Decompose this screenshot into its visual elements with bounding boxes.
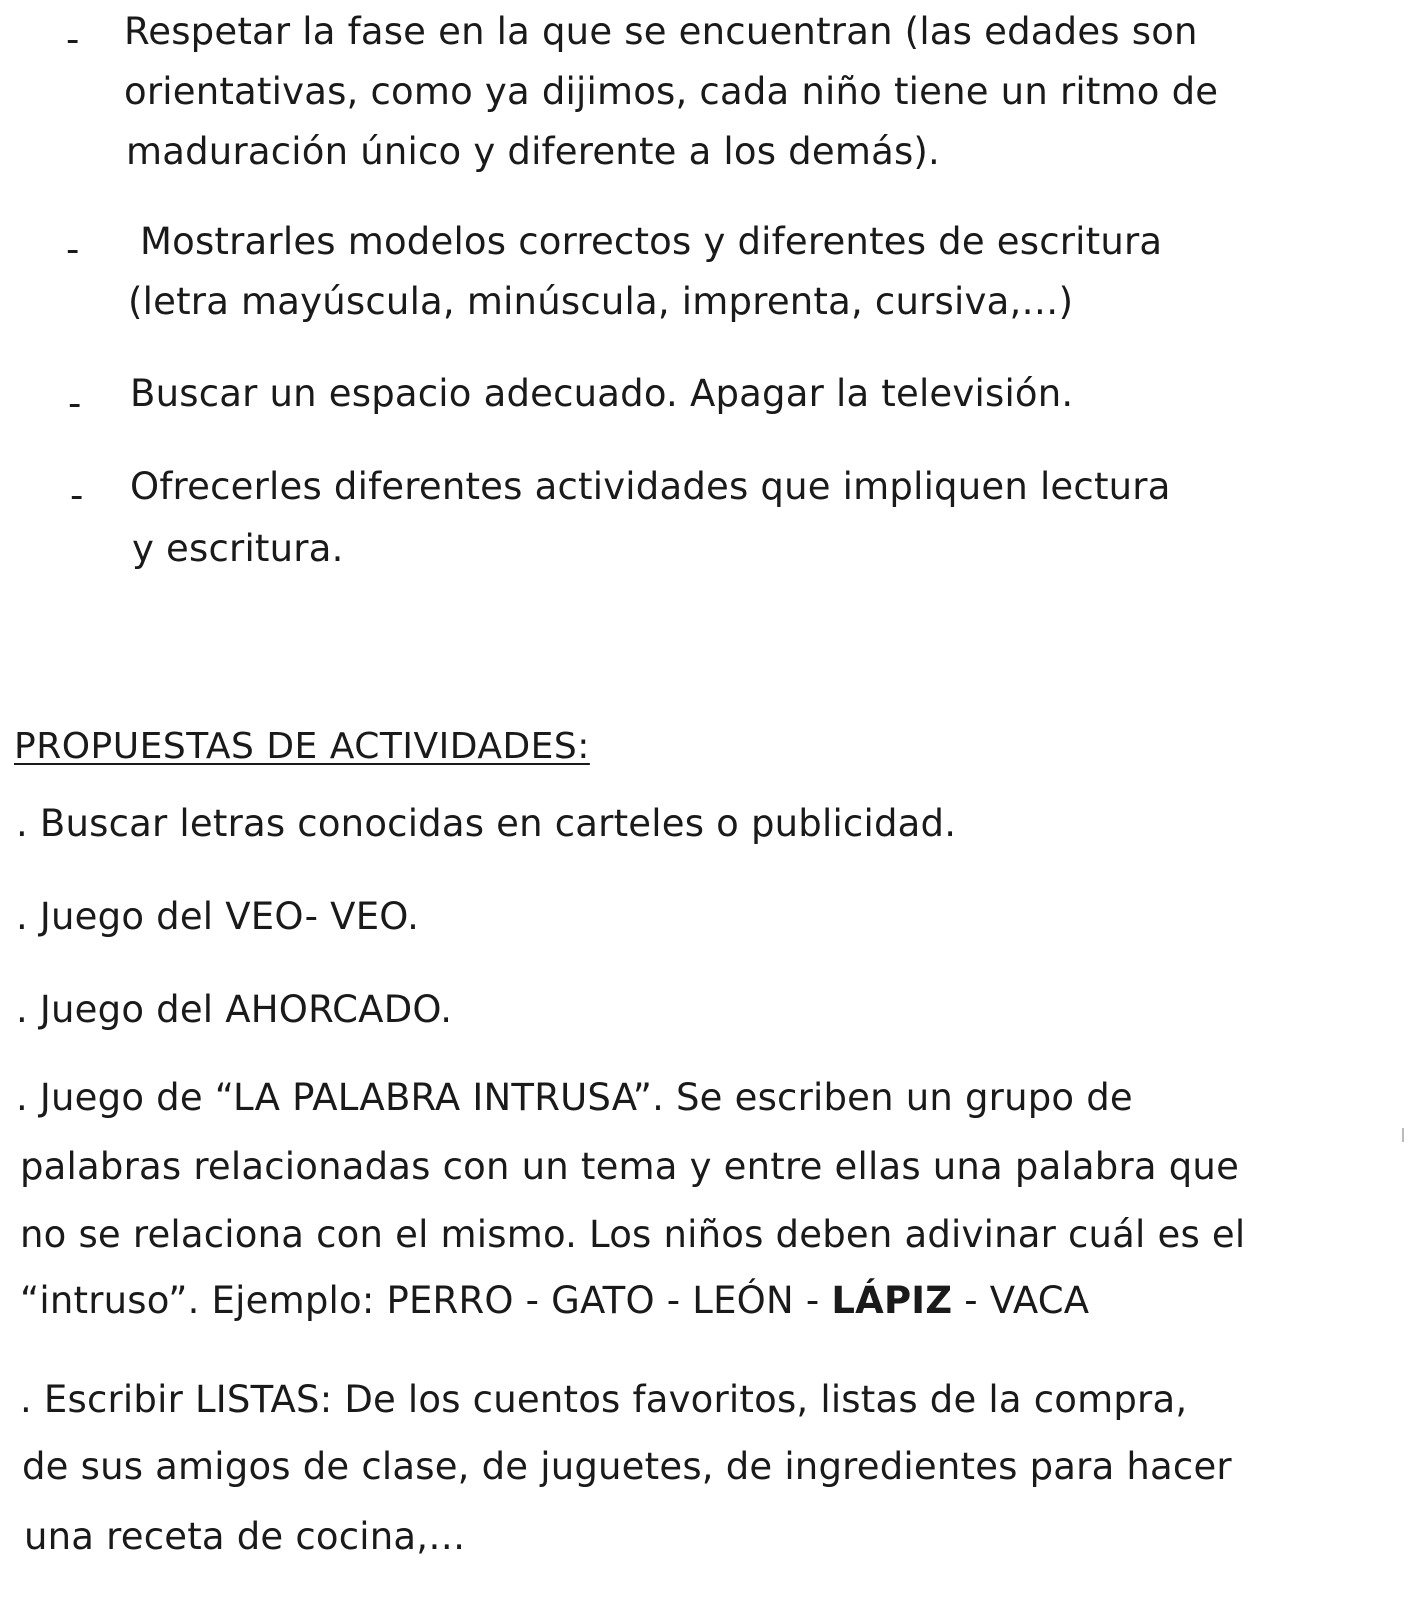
bullet-2-line-2: (letra mayúscula, minúscula, imprenta, cursiva,…) [128, 280, 1074, 323]
activity-listas-line-1: . Escribir LISTAS: De los cuentos favoritos, listas de la compra, [20, 1378, 1188, 1421]
activity-letters: . Buscar letras conocidas en carteles o publicidad. [16, 802, 957, 845]
activity-intrusa-line-1: . Juego de “LA PALABRA INTRUSA”. Se escriben un grupo de [16, 1076, 1133, 1119]
bullet-2-line-1: Mostrarles modelos correctos y diferentes de escritura [140, 220, 1163, 263]
bullet-dash: - [70, 474, 84, 517]
bullet-dash: - [68, 382, 82, 425]
activity-listas-line-2: de sus amigos de clase, de juguetes, de ingredientes para hacer [22, 1445, 1232, 1488]
example-tail: - VACA [952, 1279, 1090, 1322]
bullet-4-line-2: y escritura. [132, 527, 344, 570]
activity-ahorcado: . Juego del AHORCADO. [16, 988, 453, 1031]
activity-listas-line-3: una receta de cocina,… [24, 1515, 466, 1558]
bullet-dash: - [66, 228, 80, 271]
activity-intrusa-line-2: palabras relacionadas con un tema y entre ellas una palabra que [20, 1145, 1240, 1188]
bullet-1-line-3: maduración único y diferente a los demás). [126, 130, 941, 173]
example-lead: “intruso”. Ejemplo: PERRO - GATO - LEÓN - [20, 1279, 832, 1322]
bullet-3-line-1: Buscar un espacio adecuado. Apagar la televisión. [130, 372, 1074, 415]
activity-veo-veo: . Juego del VEO- VEO. [16, 895, 420, 938]
bullet-1-line-2: orientativas, como ya dijimos, cada niño tiene un ritmo de [124, 70, 1219, 113]
bullet-1-line-1: Respetar la fase en la que se encuentran (las edades son [124, 10, 1198, 53]
example-intruder-word: LÁPIZ [831, 1279, 953, 1322]
section-title: PROPUESTAS DE ACTIVIDADES: [14, 726, 590, 767]
bullet-dash: - [66, 18, 80, 61]
scan-edge-mark [1402, 1128, 1404, 1142]
bullet-4-line-1: Ofrecerles diferentes actividades que impliquen lectura [130, 465, 1171, 508]
activity-intrusa-line-3: no se relaciona con el mismo. Los niños deben adivinar cuál es el [20, 1213, 1246, 1256]
activity-intrusa-example [20, 1279, 1089, 1322]
